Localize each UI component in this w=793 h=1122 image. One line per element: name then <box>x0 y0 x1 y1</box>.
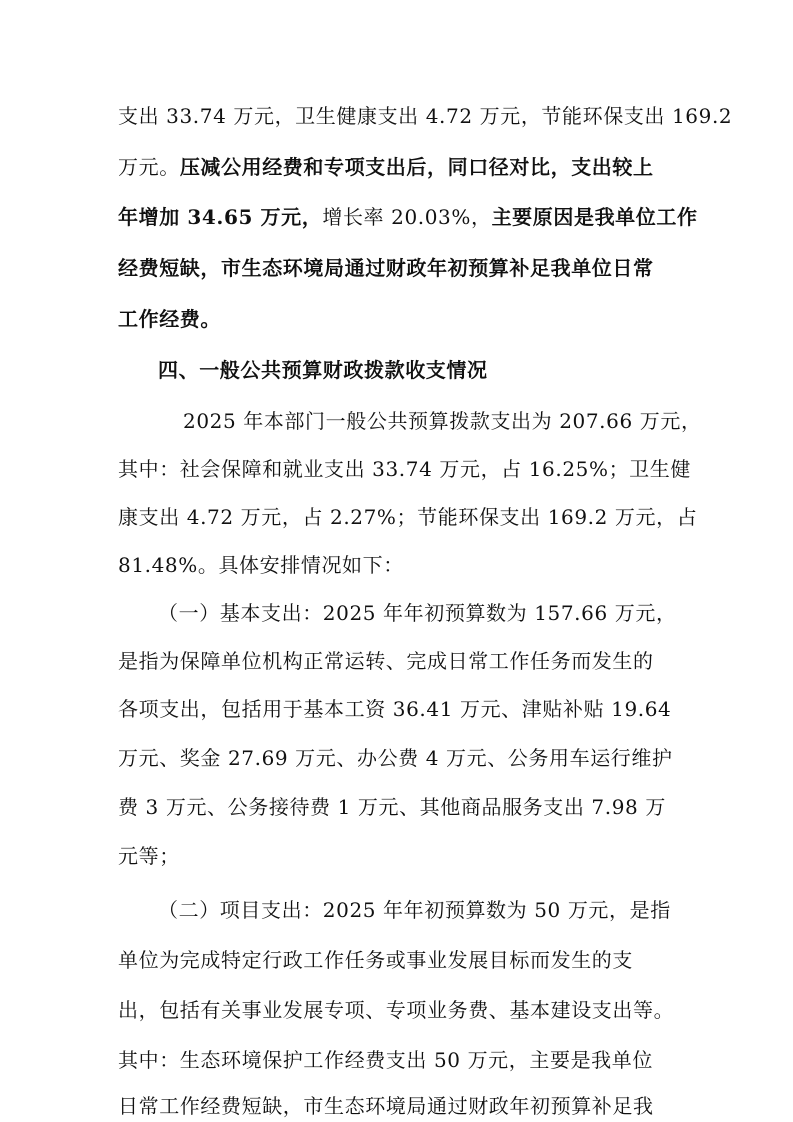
body-line <box>118 946 678 974</box>
text-segment: 2025 年本部门一般公共预算拨款支出为 207.66 万元， <box>183 409 702 433</box>
emphasis-text: 主要原因是我单位工作 <box>491 205 698 229</box>
text-segment: 出，包括有关事业发展专项、专项业务费、基本建设支出等。 <box>118 998 675 1022</box>
text-segment: （一）基本支出：2025 年年初预算数为 157.66 万元， <box>158 601 677 625</box>
text-segment: 81.48%。具体安排情况如下： <box>118 553 404 577</box>
body-line <box>118 1092 678 1120</box>
emphasis-text: 年增加 34.65 万元， <box>118 205 323 229</box>
body-line <box>118 647 678 675</box>
body-line <box>118 842 678 870</box>
text-segment: 单位为完成特定行政工作任务或事业发展目标而发生的支 <box>118 948 633 972</box>
body-line <box>118 503 698 531</box>
text-segment: 元等； <box>118 844 180 868</box>
body-line <box>183 407 743 435</box>
text-segment: （二）项目支出：2025 年年初预算数为 50 万元，是指 <box>158 898 671 922</box>
sub-heading-line <box>158 896 718 924</box>
emphasis-text: 经费短缺，市生态环境局通过财政年初预算补足我单位日常 <box>118 256 654 280</box>
text-segment: 万元。 <box>118 155 180 179</box>
body-line <box>118 744 678 772</box>
section-heading <box>158 356 718 384</box>
emphasis-text: 压减公用经费和专项支出后，同口径对比，支出较上 <box>179 155 654 179</box>
text-segment: 其中：社会保障和就业支出 33.74 万元，占 16.25%；卫生健 <box>118 457 691 481</box>
body-line <box>118 153 678 181</box>
text-segment: 康支出 4.72 万元，占 2.27%；节能环保支出 169.2 万元，占 <box>118 505 698 529</box>
sub-heading-line <box>158 599 718 627</box>
body-line <box>118 102 733 130</box>
body-line <box>118 455 691 483</box>
text-segment: 其中：生态环境保护工作经费支出 50 万元，主要是我单位 <box>118 1048 653 1072</box>
body-line <box>118 254 678 282</box>
text-segment: 是指为保障单位机构正常运转、完成日常工作任务而发生的 <box>118 649 654 673</box>
text-segment: 各项支出，包括用于基本工资 36.41 万元、津贴补贴 19.64 <box>118 697 672 721</box>
text-segment: 增长率 20.03%， <box>322 205 492 229</box>
section-heading-text: 四、一般公共预算财政拨款收支情况 <box>158 358 488 382</box>
text-segment: 日常工作经费短缺，市生态环境局通过财政年初预算补足我 <box>118 1094 654 1118</box>
text-segment: 万元、奖金 27.69 万元、办公费 4 万元、公务用车运行维护 <box>118 746 673 770</box>
body-line <box>118 305 678 333</box>
body-line <box>118 1046 678 1074</box>
body-line <box>118 551 678 579</box>
text-segment: 费 3 万元、公务接待费 1 万元、其他商品服务支出 7.98 万 <box>118 795 666 819</box>
emphasis-text: 工作经费。 <box>118 307 221 331</box>
body-line <box>118 996 678 1024</box>
body-line <box>118 695 678 723</box>
text-segment: 支出 33.74 万元，卫生健康支出 4.72 万元，节能环保支出 169.2 <box>118 104 733 128</box>
body-line <box>118 793 678 821</box>
body-line <box>118 203 698 231</box>
